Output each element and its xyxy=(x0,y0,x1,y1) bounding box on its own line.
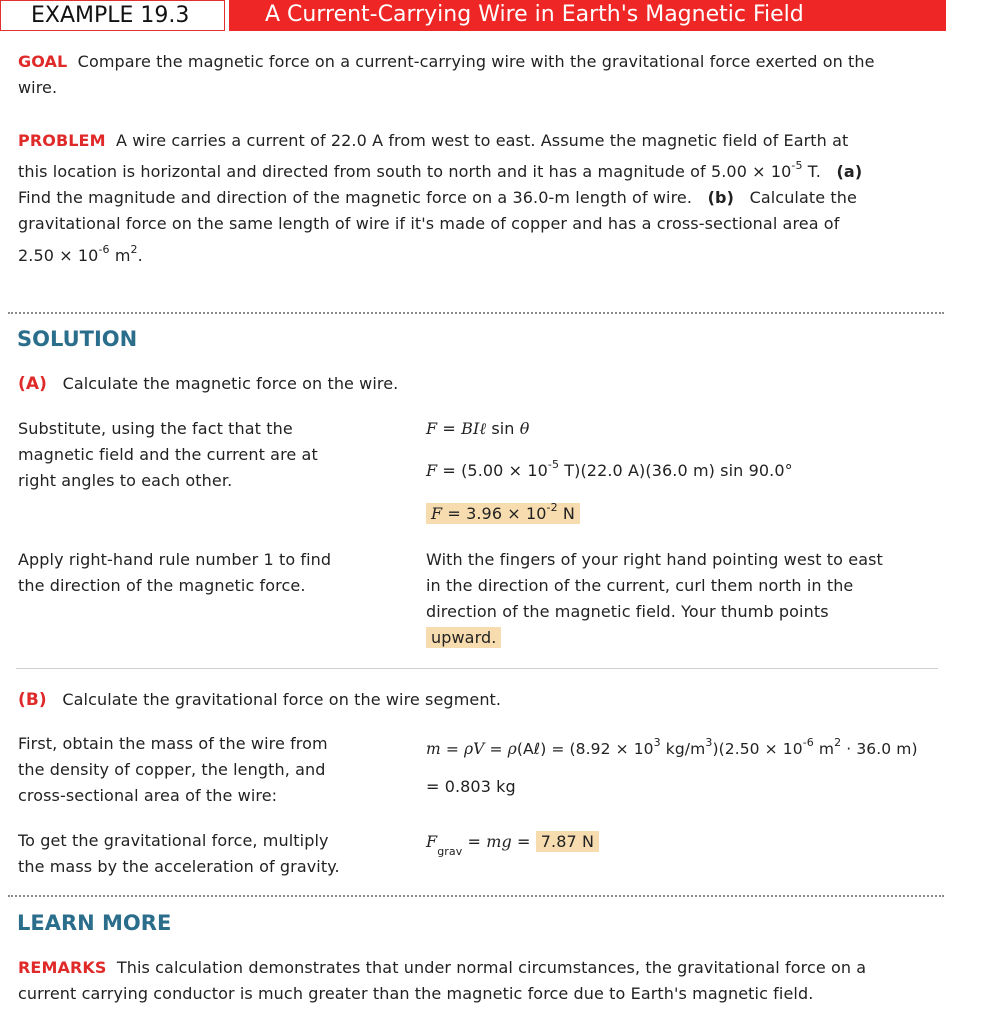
exponent: -2 xyxy=(546,500,558,514)
problem-line-4: gravitational force on the same length of wire if it's made of copper and has a cross-sectional area of xyxy=(18,214,840,233)
rhr-line-1: With the fingers of your right hand pointing west to east xyxy=(426,550,883,569)
mass-result: = 0.803 kg xyxy=(426,777,516,796)
symbol-bil: BIℓ xyxy=(461,419,487,438)
part-b-step2-line-1: To get the gravitational force, multiply xyxy=(18,831,329,850)
problem-line-3 xyxy=(18,185,857,211)
symbol-f: F xyxy=(426,832,438,851)
rhr-line-3: direction of the magnetic field. Your thumb points xyxy=(426,602,829,621)
problem-text-2: this location is horizontal and directed from south to north and it has a magnitude of 5.00 × 10 xyxy=(18,162,792,181)
part-b-step1-line-2: the density of copper, the length, and xyxy=(18,760,326,779)
problem-text-2-unit: T. xyxy=(802,162,821,181)
period: . xyxy=(137,246,143,265)
equation-mass xyxy=(426,736,918,762)
part-a-step2-line-1: Apply right-hand rule number 1 to find xyxy=(18,550,332,569)
equation-force-result xyxy=(426,501,580,527)
remarks-label: REMARKS xyxy=(18,958,107,977)
problem-text-3: Find the magnitude and direction of the magnetic force on a 36.0-m length of wire. xyxy=(18,188,693,207)
exponent: 2 xyxy=(130,242,138,256)
learn-more-heading: LEARN MORE xyxy=(17,911,172,935)
problem-text-3b: Calculate the xyxy=(749,188,857,207)
eq-part: = 3.96 × 10 xyxy=(442,504,547,523)
remarks-line-2: current carrying conductor is much greater than the magnetic force due to Earth's magnetic field. xyxy=(18,984,814,1003)
symbol-f: F xyxy=(431,504,443,523)
eq-part: · 36.0 m) xyxy=(841,740,918,758)
problem-line-2 xyxy=(18,159,862,185)
symbol-theta: θ xyxy=(519,419,530,438)
equals: = xyxy=(484,740,508,758)
part-a-label: (A) xyxy=(18,374,47,394)
goal-label: GOAL xyxy=(18,52,68,71)
equation-force-substituted xyxy=(426,458,793,484)
rhr-answer: upward. xyxy=(426,627,501,648)
part-a-step2-line-2: the direction of the magnetic force. xyxy=(18,576,306,595)
equals: = xyxy=(437,419,462,438)
symbol-f: F xyxy=(426,461,438,480)
problem-line-1 xyxy=(18,128,848,154)
gravity-answer: 7.87 N xyxy=(536,831,599,852)
equals: = xyxy=(440,740,464,758)
part-b-step2-line-2: the mass by the acceleration of gravity. xyxy=(18,857,340,876)
part-a-header xyxy=(18,371,398,397)
eq-part: = (8.92 × 10 xyxy=(546,740,654,758)
part-b-step1-line-3: cross-sectional area of the wire: xyxy=(18,786,278,805)
part-divider xyxy=(16,668,938,669)
exponent: 3 xyxy=(653,735,661,749)
area-unit: m xyxy=(109,246,131,265)
goal-text-1: Compare the magnetic force on a current-carrying wire with the gravitational force exerted on the xyxy=(77,52,875,71)
example-title: A Current-Carrying Wire in Earth's Magnetic Field xyxy=(265,2,804,27)
eq-part: N xyxy=(557,504,575,523)
part-b-step1-line-1: First, obtain the mass of the wire from xyxy=(18,734,328,753)
symbol-m: m xyxy=(426,740,441,758)
exponent: 3 xyxy=(705,735,713,749)
symbol-rho: ρ xyxy=(507,740,517,758)
equation-force-formula xyxy=(426,416,529,442)
part-a-step1-line-1: Substitute, using the fact that the xyxy=(18,419,293,438)
problem-line-5 xyxy=(18,243,143,269)
eq-part: = (5.00 × 10 xyxy=(437,461,548,480)
equals: = xyxy=(462,832,487,851)
exponent: 2 xyxy=(834,735,842,749)
rhr-line-2: in the direction of the current, curl them north in the xyxy=(426,576,854,595)
part-b-header xyxy=(18,687,501,713)
dotted-divider xyxy=(8,895,944,897)
sin: sin xyxy=(486,419,520,438)
part-b-label: (B) xyxy=(18,690,47,710)
exponent: -6 xyxy=(802,735,814,749)
eq-part: m xyxy=(813,740,835,758)
symbol-mg: mg xyxy=(486,832,512,851)
example-number-box xyxy=(0,0,225,31)
part-a-marker: (a) xyxy=(836,162,863,181)
part-b-title: Calculate the gravitational force on the wire segment. xyxy=(62,690,502,709)
part-a-step1-line-3: right angles to each other. xyxy=(18,471,233,490)
goal-line-2: wire. xyxy=(18,78,58,97)
force-answer-highlight xyxy=(426,500,580,524)
exponent: -6 xyxy=(98,242,110,256)
equals: = xyxy=(511,832,536,851)
remarks-text-1: This calculation demonstrates that under normal circumstances, the gravitational force on a xyxy=(116,958,867,977)
goal-line-1 xyxy=(18,49,875,75)
example-number: EXAMPLE 19.3 xyxy=(31,3,190,28)
remarks-line-1 xyxy=(18,955,866,981)
dotted-divider xyxy=(8,312,944,314)
equation-gravity xyxy=(426,829,599,859)
exponent: -5 xyxy=(791,158,803,172)
eq-part: kg/m xyxy=(660,740,706,758)
area-value: 2.50 × 10 xyxy=(18,246,99,265)
example-title-bar xyxy=(229,0,946,31)
subscript-grav: grav xyxy=(437,845,463,859)
eq-part: )(2.50 × 10 xyxy=(712,740,803,758)
area-length: (Aℓ) xyxy=(516,740,547,758)
problem-label: PROBLEM xyxy=(18,131,106,150)
eq-part: T)(22.0 A)(36.0 m) sin 90.0° xyxy=(559,461,793,480)
part-b-marker: (b) xyxy=(707,188,735,207)
part-a-title: Calculate the magnetic force on the wire. xyxy=(62,374,399,393)
symbol-f: F xyxy=(426,419,438,438)
rhr-answer-row xyxy=(426,625,501,651)
exponent: -5 xyxy=(547,457,560,471)
part-a-step1-line-2: magnetic field and the current are at xyxy=(18,445,318,464)
problem-text-1: A wire carries a current of 22.0 A from west to east. Assume the magnetic field of Earth at xyxy=(115,131,849,150)
solution-heading: SOLUTION xyxy=(17,327,138,351)
symbol-rho-v: ρV xyxy=(463,740,485,758)
